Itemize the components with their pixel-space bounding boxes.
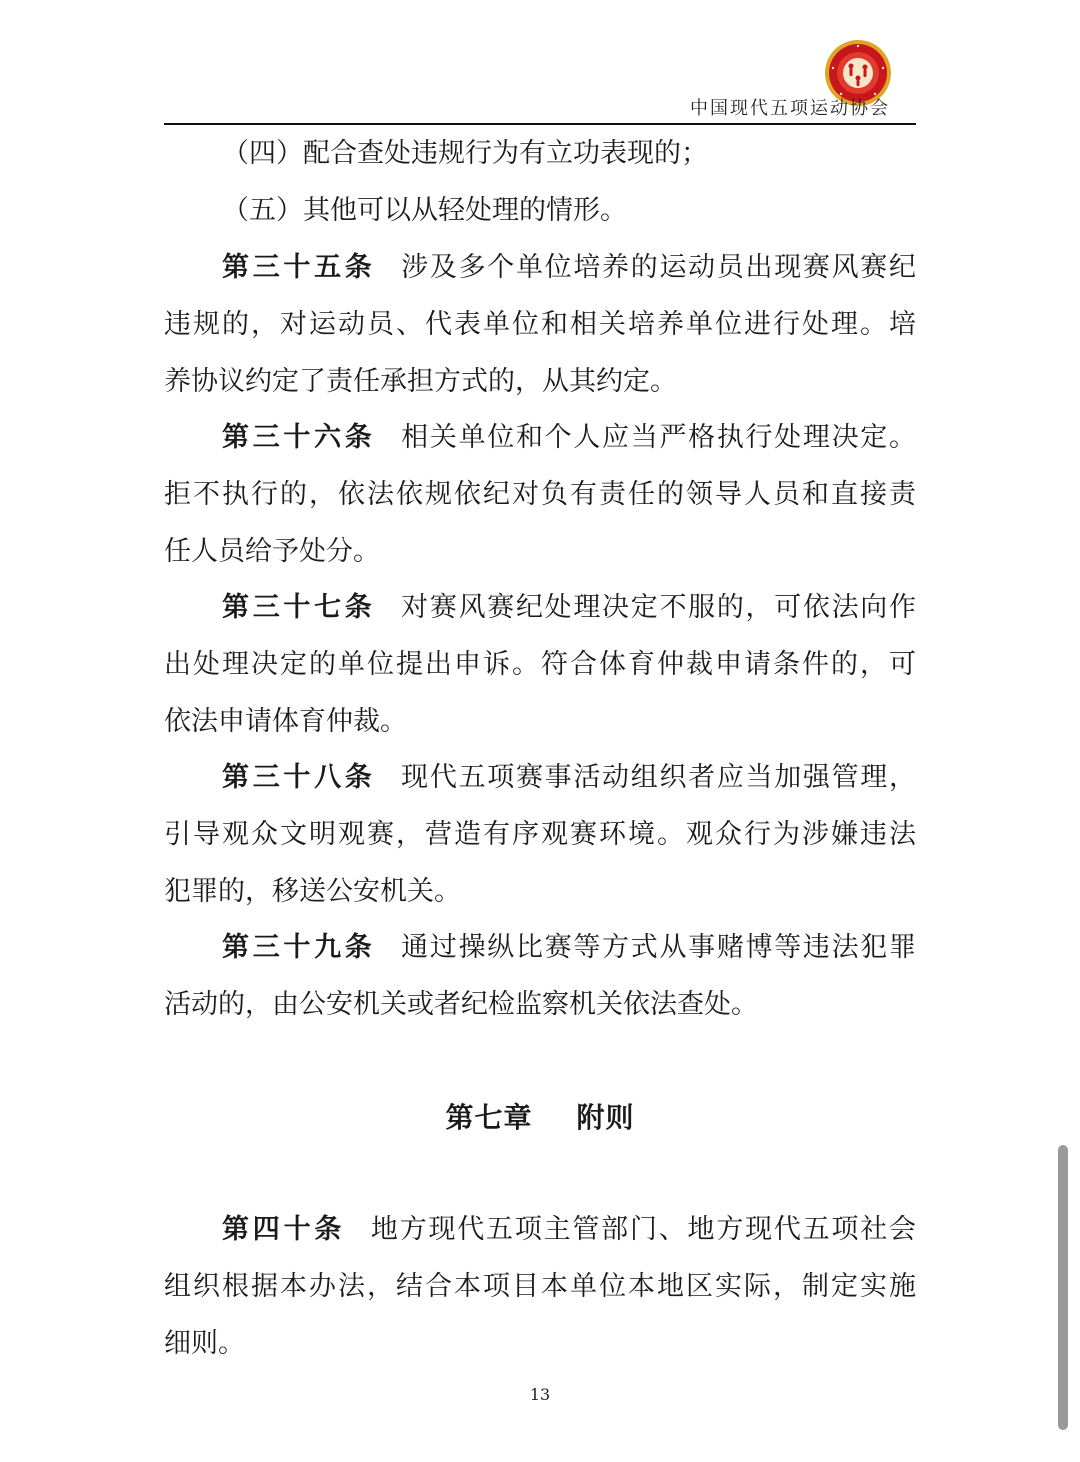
article-38-text-1: 现代五项赛事活动组织者应当加强管理， [399, 762, 917, 793]
article-36-title: 第三十六条 [222, 422, 376, 453]
article-38-title: 第三十八条 [222, 762, 376, 793]
article-39-line-1 [222, 930, 916, 966]
article-37-line-3: 依法申请体育仲裁。 [164, 706, 407, 737]
article-37-line-1 [222, 590, 916, 626]
chapter-heading [0, 1096, 1080, 1136]
article-39-line-2: 活动的，由公安机关或者纪检监察机关依法查处。 [164, 989, 758, 1020]
article-39-title: 第三十九条 [222, 932, 376, 963]
article-37-line-2: 出处理决定的单位提出申诉。符合体育仲裁申请条件的，可 [164, 649, 916, 680]
article-37-text-1: 对赛风赛纪处理决定不服的，可依法向作 [399, 592, 917, 623]
article-36-line-1 [222, 420, 916, 456]
article-40-line-3: 细则。 [164, 1328, 245, 1359]
article-40-line-2: 组织根据本办法，结合本项目本单位本地区实际，制定实施 [164, 1271, 916, 1302]
article-35-line-2: 违规的，对运动员、代表单位和相关培养单位进行处理。培 [164, 309, 916, 340]
chapter-number: 第七章 [445, 1101, 533, 1134]
article-38-line-1 [222, 760, 916, 796]
article-39-text-1: 通过操纵比赛等方式从事赌博等违法犯罪 [399, 932, 917, 963]
chapter-name: 附则 [576, 1101, 635, 1134]
vertical-scrollbar-thumb[interactable] [1058, 1145, 1068, 1430]
article-40-title: 第四十条 [222, 1214, 346, 1245]
header-divider [164, 123, 916, 125]
article-40-line-1 [222, 1212, 916, 1248]
header-org-name: 中国现代五项运动协会 [690, 98, 890, 119]
article-35-text-1: 涉及多个单位培养的运动员出现赛风赛纪 [399, 252, 917, 283]
article-35-title: 第三十五条 [222, 252, 376, 283]
article-36-line-3: 任人员给予处分。 [164, 536, 380, 567]
article-40-text-1: 地方现代五项主管部门、地方现代五项社会 [369, 1214, 917, 1245]
article-38-line-3: 犯罪的，移送公安机关。 [164, 876, 461, 907]
article-37-title: 第三十七条 [222, 592, 376, 623]
article-36-line-2: 拒不执行的，依法依规依纪对负有责任的领导人员和直接责 [164, 479, 916, 510]
article-36-text-1: 相关单位和个人应当严格执行处理决定。 [399, 422, 917, 453]
article-35-line-3: 养协议约定了责任承担方式的，从其约定。 [164, 366, 677, 397]
article-35-line-1 [222, 250, 916, 286]
article-38-line-2: 引导观众文明观赛，营造有序观赛环境。观众行为涉嫌违法 [164, 819, 916, 850]
page-number: 13 [529, 1385, 551, 1404]
list-item: （四）配合查处违规行为有立功表现的； [222, 138, 708, 169]
list-item: （五）其他可以从轻处理的情形。 [222, 195, 627, 226]
